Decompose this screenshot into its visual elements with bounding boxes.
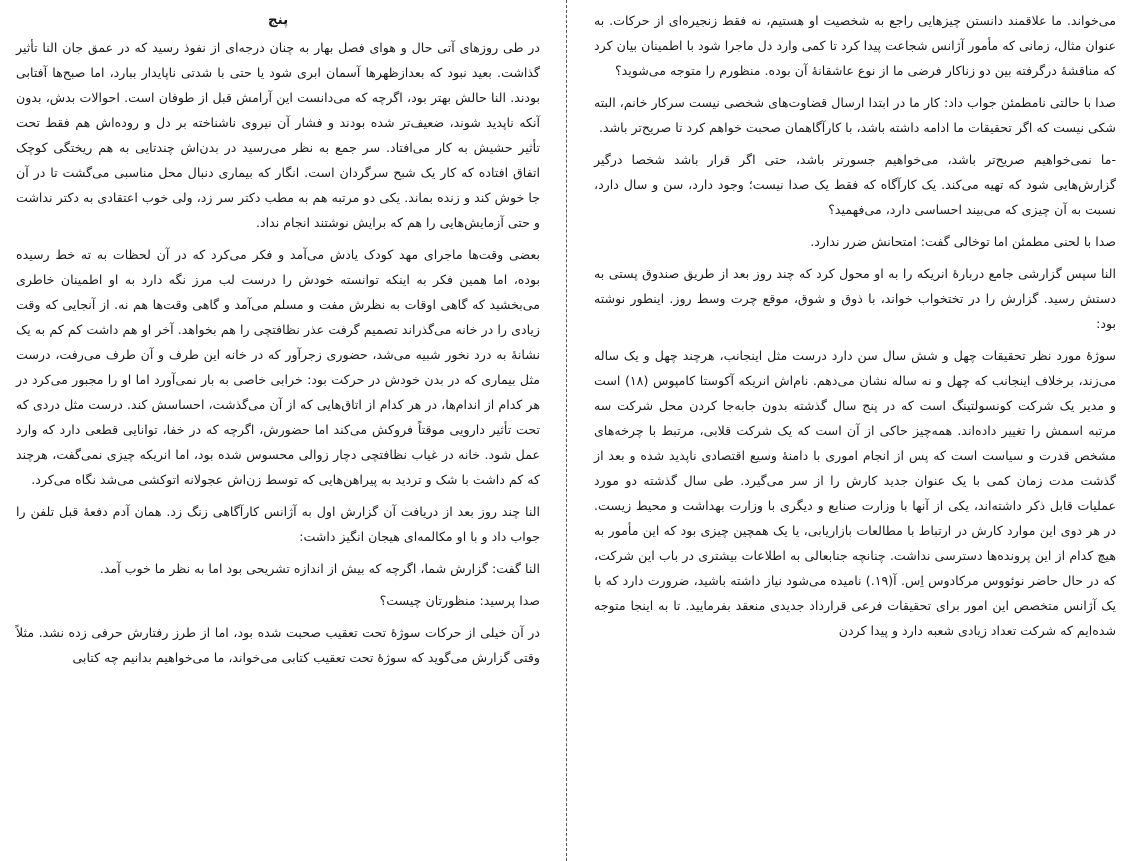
left-page-paragraph-6: در آن خیلی از حرکات سوژهٔ تحت تعقیب صحبت شده بود، اما از طرز رفتارش حرفی زده نشد. مثلاً وقتی گزارش می‌گوید که سوژهٔ تحت تعقیب کتابی می‌خواند، ما می‌خواهیم بدانیم چه کتابی bbox=[16, 625, 540, 665]
right-page-paragraph-5: النا سپس گزارشی جامع دربارهٔ انریکه را به او محول کرد که چند روز بعد از طریق صندوق پستی به دستش رسید. گزارش را در تختخواب خواند، با ذوق و شوق، موقع چرت وسط روز. اینطور نوشته بود: bbox=[594, 266, 1116, 331]
left-page-paragraph-1: در طی روزهای آتی حال و هوای فصل بهار به چنان درجه‌ای از نفوذ رسید که در عمق جان النا تأثیر گذاشت. بعید نبود که بعدازظهرها آسمان ابری شود یا حتی با شدتی ناپایدار ببارد، اما صبح‌ها آفتابی بودند. النا حالش بهتر بود، اگرچه که می‌دانست این آرامش قبل از طوفان است. احوالات بدش، بدون آنکه ناپدید شوند، ضعیف‌تر شده بودند و فشار آن نیروی ناشناخته بر دل و روده‌اش هم فقط تحت تأثیر حشیش به کار می‌افتاد. سر جمع به نظر می‌رسید در بدن‌اش چندتایی به هم ریختگی کوچک اتفاق افتاده که کار یک شبح سرگردان است. انگار که بیماری دنبال محل مناسبی می‌گشت تا در آن جا خوش کند و زنده بماند. یکی دو مرتبه هم به مطب دکتر سر زد، ولی خوب اعتقادی به دکتر نداشت و حتی آزمایش‌هایی را هم که برایش نوشتند انجام نداد. bbox=[16, 40, 540, 230]
chapter-heading: پنج bbox=[267, 12, 289, 28]
left-page bbox=[0, 0, 554, 861]
left-page-paragraph-5: صدا پرسید: منظورتان چیست؟ bbox=[379, 593, 540, 608]
right-page bbox=[578, 0, 1130, 861]
left-page-paragraph-3: النا چند روز بعد از دریافت آن گزارش اول به آژانس کارآگاهی زنگ زد. همان آدم دفعهٔ قبل تلفن را جواب داد و با او مکالمه‌ای هیجان انگیز داشت: bbox=[16, 504, 540, 544]
page-divider bbox=[566, 0, 567, 861]
left-page-paragraph-2: بعضی وقت‌ها ماجرای مهد کودک یادش می‌آمد و فکر می‌کرد که در آن لحظات به ته خط رسیده بوده، اما همین فکر به اینکه توانسته خودش را درست لب مرز نگه دارد به او اطمینان خاطری می‌بخشید که گاهی اوقات به نظرش مفت و مسلم می‌آمد و گاهی وقت‌ها هم نه. از آنجایی که وقت زیادی را در خانه می‌گذراند تصمیم گرفت عذر نظافتچی را هم بخواهد. آخر او هم داشت کم کم به یک نشانهٔ به درد نخور شبیه می‌شد، حضوری زجرآور که در خانه این طرف و آن طرف می‌رفت، درست مثل بیماری که در بدن خودش در حرکت بود: خرابی خاصی به بار نمی‌آورد اما او را مجبور می‌کرد در هر کدام از اندام‌ها، در هر کدام از اتاق‌هایی که از آن می‌گذشت، احساسش کند. درست مثل دردی که تحت تأثیر دارویی موقتاً فروکش می‌کند اما حضورش، اگرچه که در خفا، توانایی قطعی دارد که وارد عمل شود. خانه در غیاب نظافتچی دچار زوالی محسوس شده بود، اما انریکه چیزی نمی‌گفت، هرچند که کم داشت با شک و تردید به پیراهن‌هایی که توسط زن‌اش عجولانه اتوکشی می‌شد نگاه می‌کرد. bbox=[16, 247, 540, 487]
right-page-paragraph-6: سوژهٔ مورد نظر تحقیقات چهل و شش سال سن دارد درست مثل اینجانب، هرچند چهل و یک ساله می‌زند، برخلاف اینجانب که چهل و نه ساله نشان می‌دهم. نام‌اش انریکه آکوستا کامپوس (۱۸) است و مدیر یک شرکت کونسولتینگ است که در پنج سال گذشته بدون جابه‌جا کردن محل شرکت سه مرتبه اسمش را تغییر داده‌اند. همه‌چیز حاکی از آن است که یک شرکت قلابی، مرتبط با چرخه‌های مشخص قدرت و سیاست است که پس از انجام اموری با دامنهٔ وسیع اقتصادی ناپدید شده و بعد از گذشت مدت زمان کمی با یک عنوان جدید کارش را از سر می‌گیرد. طی سال گذشته دو مورد عملیات قابل ذکر داشته‌اند، یکی از آنها با وزارت صنایع و دیگری با وزارت بهداشت و محیط زیست. در هر دوی این موارد کارش در ارتباط با مطالعات بازاریابی، یا یک همچین چیزی بود که این مأمور به هیچ کدام از این پرونده‌ها دسترسی نداشت. چنانچه جنابعالی به اطلاعات بیشتری در باب این شرکت، که در حال حاضر نوئووس مرکادوس اِس. آ(۱۹.) نامیده می‌شود نیاز داشته باشید، ضرورت دارد که با یک آژانس متخصص این امور برای تحقیقات فرعی قرارداد جدیدی منعقد بفرمایید. تا به اینجا متوجه شده‌ایم که شرکت تعداد زیادی شعبه دارد و پیدا کردن bbox=[594, 348, 1116, 638]
right-page-paragraph-1: می‌خواند. ما علاقمند دانستن چیزهایی راجع به شخصیت او هستیم، نه فقط زنجیره‌ای از حرکات. به عنوان مثال، زمانی که مأمور آژانس شجاعت پیدا کرد تا کمی وارد دل ماجرا شود با اطمینان بیان کرد که مناقشهٔ درگرفته بین دو زناکار فرضی ما از نوع عاشقانهٔ آن بوده. منظورم را متوجه می‌شوید؟ bbox=[594, 13, 1116, 78]
right-page-paragraph-3: -ما نمی‌خواهیم صریح‌تر باشد، می‌خواهیم جسورتر باشد، حتی اگر قرار باشد شخصا درگیر گزارش‌هایی شود که تهیه می‌کند. یک کارآگاه که فقط یک صدا نیست؛ وجود دارد، سن و سال دارد، نسبت به آن چیزی که می‌بیند احساسی دارد، می‌فهمید؟ bbox=[594, 152, 1116, 217]
left-page-paragraph-4: النا گفت: گزارش شما، اگرچه که بیش از اندازه تشریحی بود اما به نظر ما خوب آمد. bbox=[99, 561, 540, 576]
right-page-paragraph-4: صدا با لحنی مطمئن اما توخالی گفت: امتحانش ضرر ندارد. bbox=[810, 234, 1116, 249]
right-page-paragraph-2: صدا با حالتی نامطمئن جواب داد: کار ما در ابتدا ارسال قضاوت‌های شخصی نیست سرکار خانم، البته شکی نیست که اگر تحقیقات ما ادامه داشته باشد، با کارآگاهمان صحبت خواهم کرد تا صریح‌تر باشد. bbox=[594, 95, 1116, 135]
